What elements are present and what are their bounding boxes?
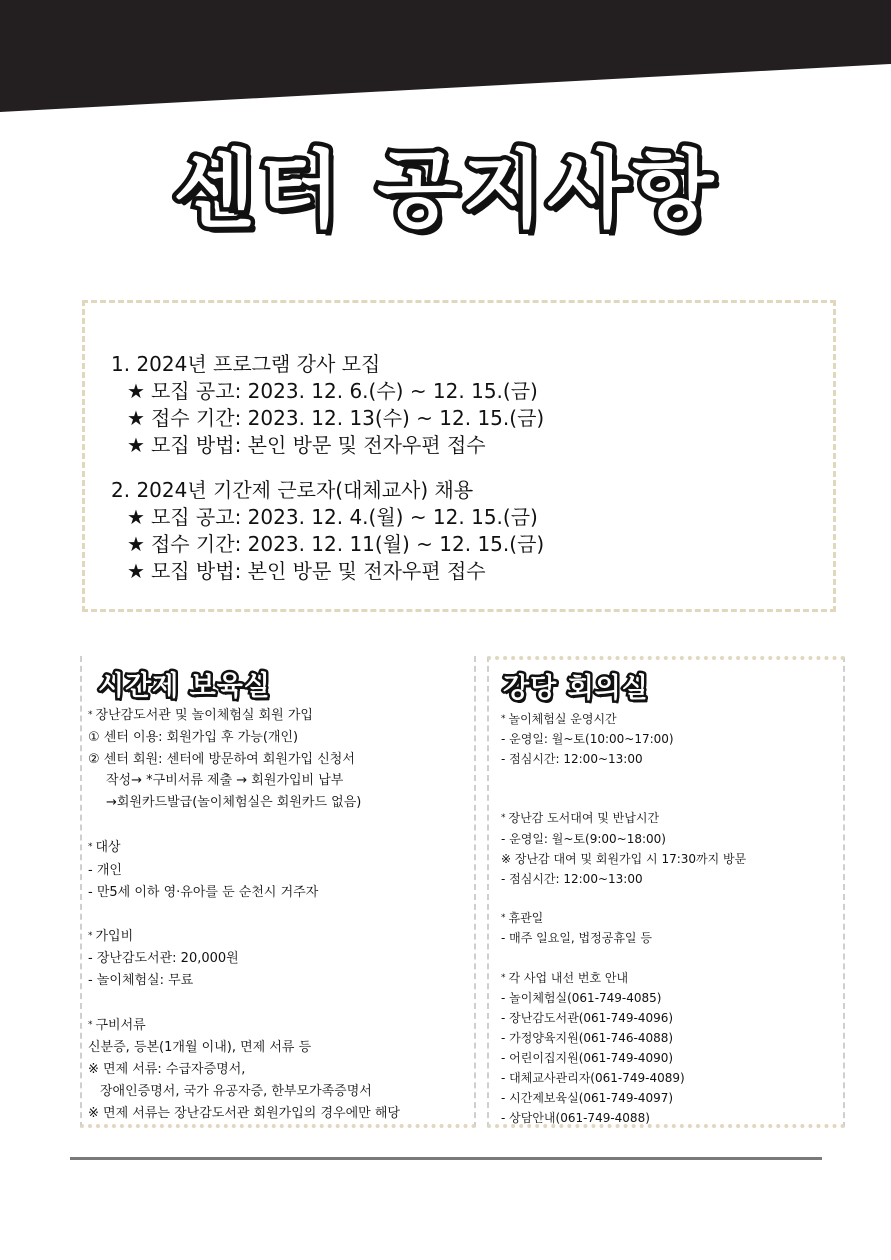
notice-line bbox=[111, 405, 544, 432]
section-label bbox=[501, 809, 659, 826]
notice-line-text: 모집 방법: 본인 방문 및 전자우편 접수 bbox=[150, 559, 486, 583]
info-line: - 만5세 이하 영·유아를 둔 순천시 거주자 bbox=[88, 885, 319, 900]
bullet-icon: * bbox=[88, 1020, 93, 1030]
info-text: 각 사업 내선 번호 안내 bbox=[508, 971, 629, 985]
notice-line-text: 모집 공고: 2023. 12. 4.(월) ~ 12. 15.(금) bbox=[150, 505, 538, 529]
notice-line bbox=[111, 531, 544, 558]
bullet-icon: * bbox=[88, 842, 93, 852]
bullet-icon: * bbox=[88, 710, 93, 720]
section-label bbox=[88, 925, 133, 944]
notice-line bbox=[111, 558, 544, 585]
section-label bbox=[501, 710, 617, 727]
notice-line bbox=[111, 504, 544, 531]
star-icon: ★ bbox=[127, 379, 145, 403]
bullet-icon: * bbox=[501, 714, 506, 724]
notice-heading: 1. 2024년 프로그램 강사 모집 bbox=[111, 352, 381, 376]
info-line: ② 센터 회원: 센터에 방문하여 회원가입 신청서 bbox=[88, 752, 355, 767]
info-line: - 장난감도서관(061-749-4096) bbox=[501, 1011, 674, 1025]
info-text: 장난감 도서대여 및 반납시간 bbox=[508, 811, 660, 825]
info-line: - 어린이집지원(061-749-4090) bbox=[501, 1051, 674, 1065]
info-line: ※ 면제 서류는 장난감도서관 회원가입의 경우에만 해당 bbox=[88, 1106, 400, 1121]
notice-section-1 bbox=[111, 351, 544, 459]
bullet-icon: * bbox=[501, 913, 506, 923]
info-line: 작성→ *구비서류 제출 → 회원가입비 납부 bbox=[106, 773, 344, 788]
info-line: - 상담안내(061-749-4088) bbox=[501, 1111, 650, 1125]
star-icon: ★ bbox=[127, 433, 145, 457]
info-line: - 놀이체험실: 무료 bbox=[88, 973, 194, 988]
footer-divider bbox=[70, 1157, 822, 1160]
bullet-icon: * bbox=[88, 931, 93, 941]
auditorium-panel bbox=[487, 656, 845, 1128]
notice-section-2 bbox=[111, 477, 544, 585]
top-dark-banner bbox=[0, 0, 891, 120]
notice-box bbox=[82, 300, 836, 612]
notice-line bbox=[111, 378, 544, 405]
info-line: 장애인증명서, 국가 유공자증, 한부모가족증명서 bbox=[100, 1084, 372, 1099]
section-label bbox=[88, 1014, 146, 1033]
star-icon: ★ bbox=[127, 559, 145, 583]
bullet-icon: * bbox=[501, 813, 506, 823]
info-text: 구비서류 bbox=[95, 1018, 146, 1033]
info-line: - 가정양육지원(061-746-4088) bbox=[501, 1031, 674, 1045]
notice-heading: 2. 2024년 기간제 근로자(대체교사) 채용 bbox=[111, 478, 474, 502]
info-line: - 대체교사관리자(061-749-4089) bbox=[501, 1071, 685, 1085]
info-line: - 매주 일요일, 법정공휴일 등 bbox=[501, 931, 652, 945]
info-line: - 놀이체험실(061-749-4085) bbox=[501, 991, 662, 1005]
info-line: - 장난감도서관: 20,000원 bbox=[88, 951, 239, 966]
info-text: 가입비 bbox=[95, 929, 134, 944]
info-line: - 시간제보육실(061-749-4097) bbox=[501, 1091, 674, 1105]
info-line: →회원카드발급(놀이체험실은 회원카드 없음) bbox=[106, 795, 362, 810]
info-text: 휴관일 bbox=[508, 911, 544, 925]
info-line: - 개인 bbox=[88, 863, 122, 878]
panel-title-childcare: 시간제 보육실 bbox=[98, 671, 271, 702]
info-line: ① 센터 이용: 회원가입 후 가능(개인) bbox=[88, 730, 299, 745]
notice-line-text: 모집 방법: 본인 방문 및 전자우편 접수 bbox=[150, 433, 486, 457]
star-icon: ★ bbox=[127, 505, 145, 529]
notice-line-text: 접수 기간: 2023. 12. 13(수) ~ 12. 15.(금) bbox=[150, 406, 545, 430]
info-line: 신분증, 등본(1개월 이내), 면제 서류 등 bbox=[88, 1040, 312, 1055]
info-line: - 운영일: 월~토(9:00~18:00) bbox=[501, 832, 666, 846]
section-label bbox=[501, 969, 628, 986]
section-label bbox=[88, 836, 121, 855]
notice-list bbox=[111, 351, 544, 603]
info-text: 대상 bbox=[95, 840, 121, 855]
info-text: 놀이체험실 운영시간 bbox=[508, 712, 617, 726]
page-title: 센터 공지사항 bbox=[173, 141, 718, 239]
info-line bbox=[88, 704, 313, 723]
info-line: - 점심시간: 12:00~13:00 bbox=[501, 872, 643, 886]
info-line: ※ 장난감 대여 및 회원가입 시 17:30까지 방문 bbox=[501, 852, 747, 866]
info-text: 장난감도서관 및 놀이체험실 회원 가입 bbox=[95, 708, 313, 723]
info-line: ※ 면제 서류: 수급자증명서, bbox=[88, 1062, 246, 1077]
bullet-icon: * bbox=[501, 973, 506, 983]
panel-title-auditorium: 강당 회의실 bbox=[503, 673, 649, 704]
star-icon: ★ bbox=[127, 406, 145, 430]
notice-line bbox=[111, 432, 544, 459]
info-line: - 운영일: 월~토(10:00~17:00) bbox=[501, 732, 674, 746]
info-line: - 점심시간: 12:00~13:00 bbox=[501, 752, 643, 766]
childcare-panel bbox=[80, 656, 476, 1128]
star-icon: ★ bbox=[127, 532, 145, 556]
notice-line-text: 접수 기간: 2023. 12. 11(월) ~ 12. 15.(금) bbox=[150, 532, 545, 556]
section-label bbox=[501, 909, 543, 926]
notice-line-text: 모집 공고: 2023. 12. 6.(수) ~ 12. 15.(금) bbox=[150, 379, 538, 403]
